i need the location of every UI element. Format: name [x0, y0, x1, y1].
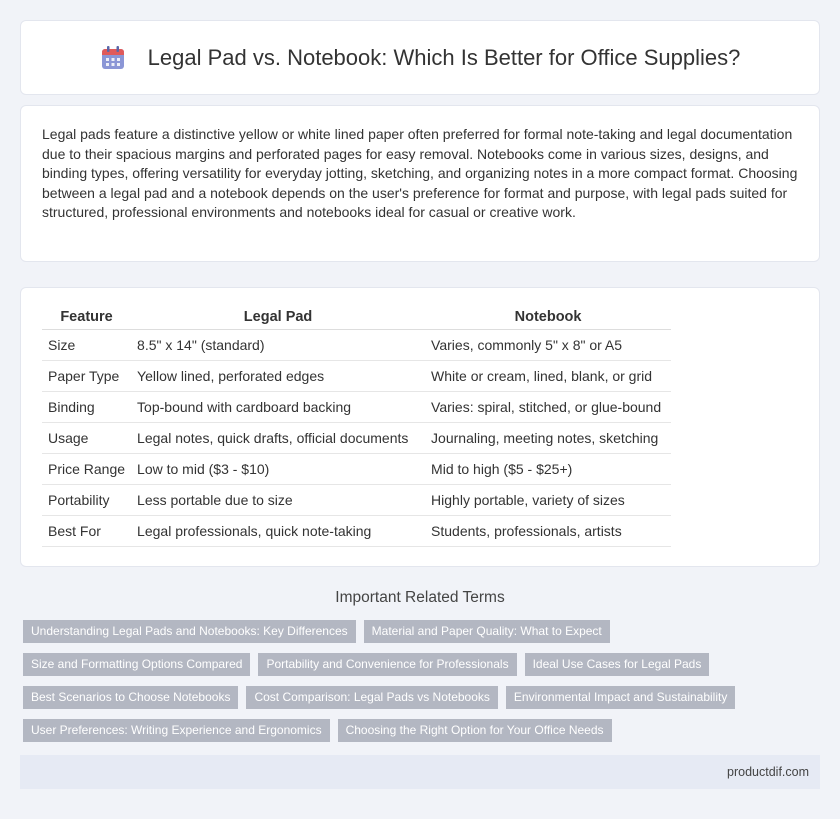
table-header-row: [42, 305, 671, 329]
related-term-tag[interactable]: Ideal Use Cases for Legal Pads: [525, 653, 710, 676]
cell-legal-pad: Top-bound with cardboard backing: [131, 391, 425, 422]
related-terms-list: [23, 620, 823, 742]
intro-text: Legal pads feature a distinctive yellow or white lined paper often preferred for formal note-taking and legal documentation due to their spacious margins and perforated pages for easy removal. Notebooks come in various sizes, designs, and binding types, offering versatility for everyday jotting, sketching, and organizing notes in a more compact format. Choosing between a legal pad and a notebook depends on the user's preference for format and purpose, with legal pads suited for structured, professional environments and notebooks ideal for casual or creative work.: [42, 126, 798, 220]
related-terms-title: Important Related Terms: [335, 589, 505, 606]
table-row: [42, 422, 671, 453]
cell-legal-pad: Low to mid ($3 - $10): [131, 453, 425, 484]
header-notebook: Notebook: [425, 305, 671, 329]
cell-feature: Paper Type: [42, 360, 131, 391]
comparison-table: [42, 305, 671, 547]
related-term-tag[interactable]: Environmental Impact and Sustainability: [506, 686, 735, 709]
cell-notebook: Journaling, meeting notes, sketching: [425, 422, 671, 453]
cell-legal-pad: Legal notes, quick drafts, official documents: [131, 422, 425, 453]
cell-notebook: Highly portable, variety of sizes: [425, 484, 671, 515]
table-row: [42, 515, 671, 546]
page-title: Legal Pad vs. Notebook: Which Is Better for Office Supplies?: [147, 44, 741, 70]
footer: [20, 755, 820, 789]
related-term-tag[interactable]: Portability and Convenience for Professionals: [258, 653, 516, 676]
table-row: [42, 391, 671, 422]
cell-notebook: Varies, commonly 5" x 8" or A5: [425, 329, 671, 360]
cell-feature: Portability: [42, 484, 131, 515]
header-feature: Feature: [42, 305, 131, 329]
cell-legal-pad: Legal professionals, quick note-taking: [131, 515, 425, 546]
cell-feature: Usage: [42, 422, 131, 453]
related-term-tag[interactable]: Understanding Legal Pads and Notebooks: Key Differences: [23, 620, 356, 643]
related-term-tag[interactable]: Choosing the Right Option for Your Office Needs: [338, 719, 612, 742]
cell-feature: Price Range: [42, 453, 131, 484]
table-row: [42, 453, 671, 484]
cell-feature: Size: [42, 329, 131, 360]
cell-legal-pad: Less portable due to size: [131, 484, 425, 515]
cell-notebook: White or cream, lined, blank, or grid: [425, 360, 671, 391]
cell-feature: Best For: [42, 515, 131, 546]
header-legal-pad: Legal Pad: [131, 305, 425, 329]
related-term-tag[interactable]: Best Scenarios to Choose Notebooks: [23, 686, 238, 709]
related-term-tag[interactable]: Cost Comparison: Legal Pads vs Notebooks: [246, 686, 497, 709]
table-row: [42, 329, 671, 360]
footer-site-name[interactable]: productdif.com: [727, 765, 809, 779]
related-term-tag[interactable]: Material and Paper Quality: What to Expect: [364, 620, 610, 643]
cell-notebook: Varies: spiral, stitched, or glue-bound: [425, 391, 671, 422]
cell-feature: Binding: [42, 391, 131, 422]
related-term-tag[interactable]: Size and Formatting Options Compared: [23, 653, 250, 676]
table-row: [42, 484, 671, 515]
cell-notebook: Mid to high ($5 - $25+): [425, 453, 671, 484]
cell-legal-pad: Yellow lined, perforated edges: [131, 360, 425, 391]
intro-card: [20, 105, 820, 262]
related-term-tag[interactable]: User Preferences: Writing Experience and Ergonomics: [23, 719, 330, 742]
calendar-icon: [100, 45, 126, 71]
comparison-card: [20, 287, 820, 567]
page-header: [20, 20, 820, 95]
cell-legal-pad: 8.5" x 14" (standard): [131, 329, 425, 360]
cell-notebook: Students, professionals, artists: [425, 515, 671, 546]
table-row: [42, 360, 671, 391]
